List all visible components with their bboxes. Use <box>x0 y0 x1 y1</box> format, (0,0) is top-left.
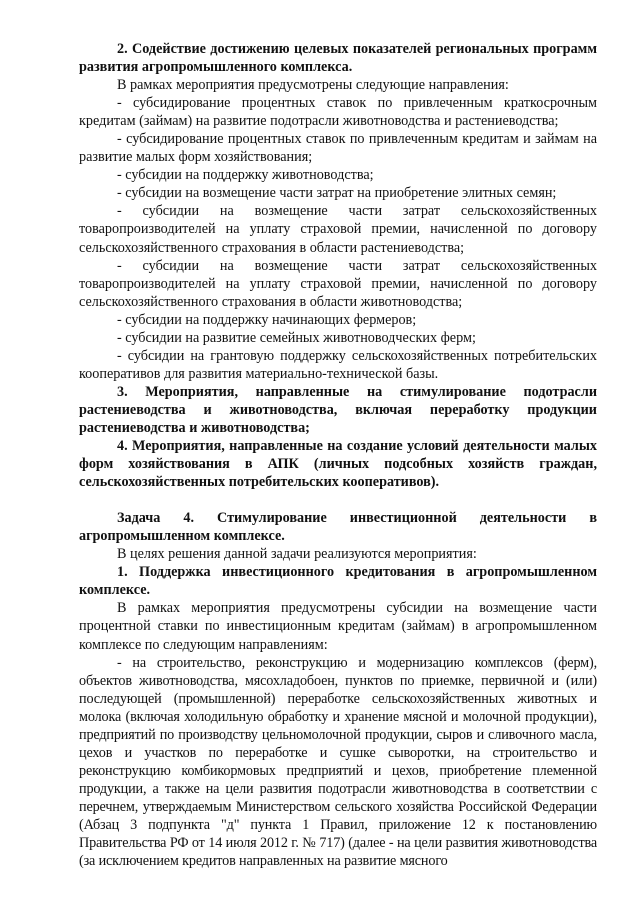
list-item: - субсидии на возмещение части затрат на приобретение элитных семян; <box>117 185 557 202</box>
paragraph-intro: В рамках мероприятия предусмотрены следующие направления: <box>117 77 509 94</box>
paragraph-subsidies: В рамках мероприятия предусмотрены субсидии на возмещение части процентной ставки по инвестиционным кредитам (займам) в агропромышленном комплексе по следующим направлениям: <box>79 600 597 653</box>
document-page <box>79 40 597 870</box>
list-item: - субсидирование процентных ставок по привлеченным краткосрочным кредитам (займам) на развитие подотрасли животноводства и растениеводства; <box>79 95 597 130</box>
section-heading-4: 4. Мероприятия, направленные на создание условий деятельности малых форм хозяйствования в АПК (личных подсобных хозяйств граждан, сельскохозяйственных потребительских кооперативов). <box>79 438 597 491</box>
task-heading: Задача 4. Стимулирование инвестиционной деятельности в агропромышленном комплексе. <box>79 510 597 545</box>
list-item: - субсидии на поддержку животноводства; <box>117 167 374 184</box>
paragraph-task-intro: В целях решения данной задачи реализуются мероприятия: <box>117 546 477 563</box>
list-item: - субсидирование процентных ставок по привлеченным кредитам и займам на развитие малых форм хозяйствования; <box>79 131 597 166</box>
list-item: - на строительство, реконструкцию и модернизацию комплексов (ферм), объектов животноводства, мясохладобоен, пунктов по приемке, первичной и (или) последующей (промышленной) переработке сельскохозяйственных животных и молока (включая холодильную обработку и хранение мясной и молочной продукции), предприятий по производству цельномолочной продукции, сыров и сливочного масла, цехов и участков по переработке и сушке сыворотки, на строительство и реконструкцию комбикормовых предприятий и цехов, приобретение племенной продукции, а также на цели развития подотрасли животноводства в соответствии с перечнем, утверждаемым Министерством сельского хозяйства Российской Федерации (Абзац 3 подпункта "д" пункта 1 Правил, приложение 12 к постановлению Правительства РФ от 14 июля 2012 г. № 717) (далее - на цели развития животноводства (за исключением кредитов направленных на развитие мясного <box>79 654 597 870</box>
list-item: - субсидии на возмещение части затрат сельскохозяйственных товаропроизводителей на уплату страховой премии, начисленной по договору сельскохозяйственного страхования в области животноводства; <box>79 257 597 310</box>
list-item: - субсидии на поддержку начинающих фермеров; <box>117 311 417 328</box>
section-heading-1: 1. Поддержка инвестиционного кредитования в агропромышленном комплексе. <box>79 564 597 599</box>
list-item: - субсидии на развитие семейных животноводческих ферм; <box>117 329 476 346</box>
list-item: - субсидии на возмещение части затрат сельскохозяйственных товаропроизводителей на уплату страховой премии, начисленной по договору сельскохозяйственного страхования в области растениеводства; <box>79 203 597 256</box>
list-item: - субсидии на грантовую поддержку сельскохозяйственных потребительских кооперативов для развития материально-технической базы. <box>79 347 597 382</box>
section-heading-2: 2. Содействие достижению целевых показателей региональных программ развития агропромышленного комплекса. <box>79 41 597 76</box>
section-heading-3: 3. Мероприятия, направленные на стимулирование подотрасли растениеводства и животноводства, включая переработку продукции растениеводства и животноводства; <box>79 383 597 436</box>
